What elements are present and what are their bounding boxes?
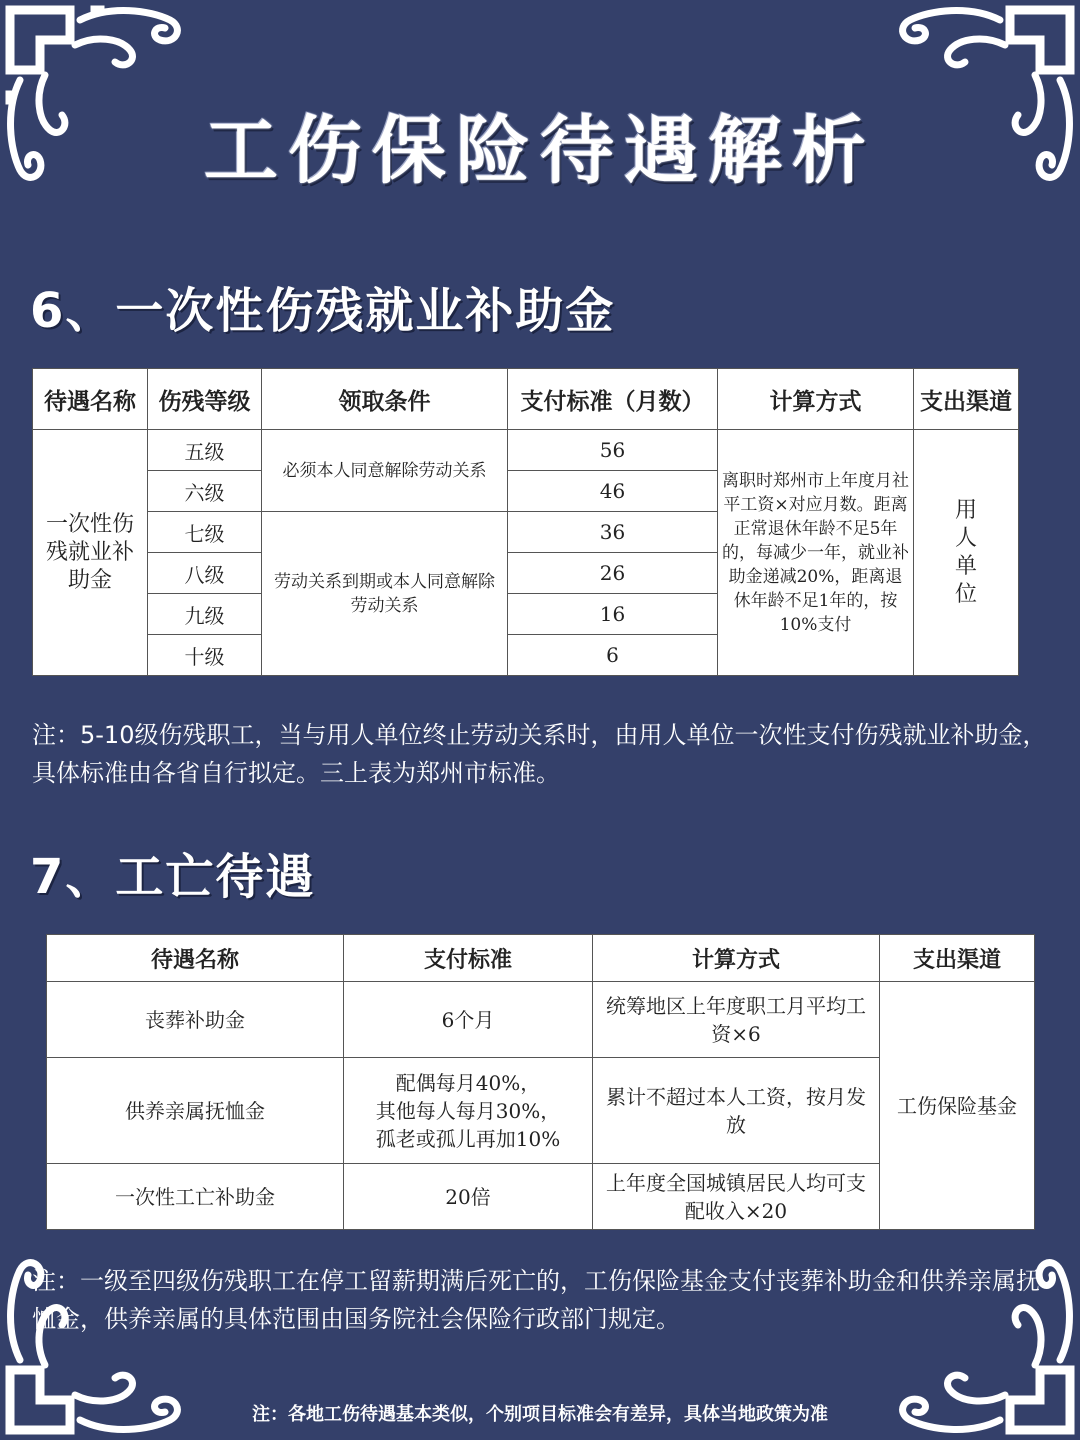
benefit-name-cell: 一次性工亡补助金 [47,1164,344,1230]
header-benefit-name: 待遇名称 [33,369,148,430]
section-6-note: 注：5-10级伤残职工，当与用人单位终止劳动关系时，由用人单位一次性支付伤残就业补助金，具体标准由各省自行拟定。三上表为郑州市标准。 [32,721,1047,787]
months-cell: 56 [508,430,718,471]
section-6-title: 6、一次性伤残就业补助金 [30,283,616,339]
calculation-cell: 离职时郑州市上年度月社平工资×对应月数。距离正常退休年龄不足5年的，每减少一年，就业补助金递减20%，距离退休年龄不足1年的，按10%支付 [718,430,914,676]
standard-cell: 20倍 [344,1164,593,1230]
level-cell: 八级 [148,553,262,594]
standard-line: 孤老或孤儿再加10% [375,1126,561,1151]
months-cell: 46 [508,471,718,512]
condition-cell: 劳动关系到期或本人同意解除劳动关系 [262,512,508,676]
channel-cell: 工伤保险基金 [880,982,1035,1230]
months-cell: 16 [508,594,718,635]
level-cell: 九级 [148,594,262,635]
benefit-name-cell: 丧葬补助金 [47,982,344,1058]
months-cell: 26 [508,553,718,594]
channel-cell [914,430,1019,676]
work-death-benefits-table [46,934,1035,1230]
calculation-cell: 累计不超过本人工资，按月发放 [593,1058,880,1164]
level-cell: 七级 [148,512,262,553]
table-header-row [33,369,1019,430]
header-payment-standard: 支付标准（月数） [508,369,718,430]
calculation-cell: 上年度全国城镇居民人均可支配收入×20 [593,1164,880,1230]
months-cell: 36 [508,512,718,553]
table-row [47,982,1035,1058]
benefit-name-cell: 一次性伤残就业补助金 [33,430,148,676]
benefit-name-cell: 供养亲属抚恤金 [47,1058,344,1164]
header-channel: 支出渠道 [880,935,1035,982]
header-calculation: 计算方式 [593,935,880,982]
header-payment-standard: 支付标准 [344,935,593,982]
level-cell: 五级 [148,430,262,471]
table-row [33,430,1019,471]
header-benefit-name: 待遇名称 [47,935,344,982]
condition-cell: 必须本人同意解除劳动关系 [262,430,508,512]
header-disability-level: 伤残等级 [148,369,262,430]
months-cell: 6 [508,635,718,676]
calculation-cell: 统筹地区上年度职工月平均工资×6 [593,982,880,1058]
footer-note: 注：各地工伤待遇基本类似，个别项目标准会有差异，具体当地政策为准 [252,1404,828,1425]
table-header-row [47,935,1035,982]
section-7-note: 注：一级至四级伤残职工在停工留薪期满后死亡的，工伤保险基金支付丧葬补助金和供养亲属抚恤金，供养亲属的具体范围由国务院社会保险行政部门规定。 [32,1267,1040,1333]
section-7-title: 7、工亡待遇 [30,849,316,905]
level-cell: 十级 [148,635,262,676]
page-title: 工伤保险待遇解析 [204,108,876,194]
standard-cell [344,1058,593,1164]
header-condition: 领取条件 [262,369,508,430]
header-channel: 支出渠道 [914,369,1019,430]
standard-cell: 6个月 [344,982,593,1058]
standard-line: 其他每人每月30%， [375,1098,561,1123]
standard-line: 配偶每月40%， [395,1070,541,1095]
header-calculation: 计算方式 [718,369,914,430]
disability-employment-subsidy-table [32,368,1019,676]
level-cell: 六级 [148,471,262,512]
channel-text: 用人单位 [954,497,977,607]
